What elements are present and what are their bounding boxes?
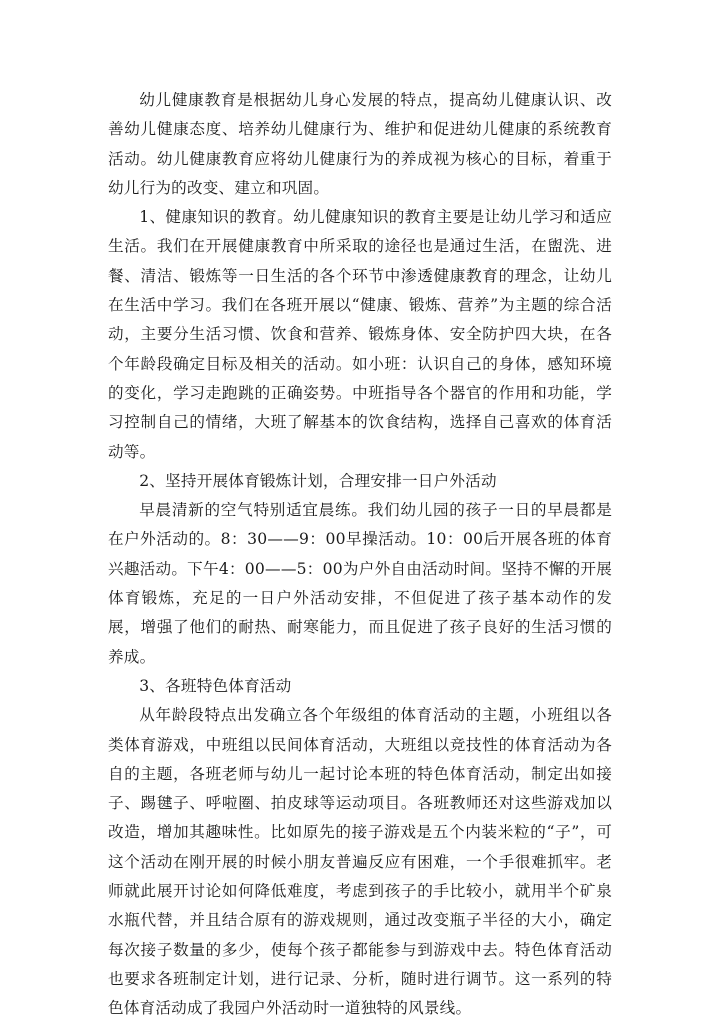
section-2-heading: 2、坚持开展体育锻炼计划，合理安排一日户外活动 bbox=[139, 471, 497, 490]
section-1-paragraph: 1、健康知识的教育。幼儿健康知识的教育主要是让幼儿学习和适应生活。我们在开展健康教育中所采取的途径也是通过生活，在盥洗、进餐、清洁、锻炼等一日生活的各个环节中渗透健康教育的理念，让幼儿在生活中学习。我们在各班开展以“健康、锻炼、营养”为主题的综合活动，主要分生活习惯、饮食和营养、锻炼身体、安全防护四大块，在各个年龄段确定目标及相关的活动。如小班：认识自己的身体，感知环境的变化，学习走跑跳的正确姿势。中班指导各个器官的作用和功能，学习控制自己的情绪，大班了解基本的饮食结构，选择自己喜欢的体育活动等。 bbox=[108, 208, 612, 461]
section-2-paragraph: 早晨清新的空气特别适宜晨练。我们幼儿园的孩子一日的早晨都是在户外活动的。8：30——9：00早操活动。10：00后开展各班的体育兴趣活动。下午4：00——5：00为户外自由活动时间。坚持不懈的开展体育锻炼，充足的一日户外活动安排，不但促进了孩子基本动作的发展，增强了他们的耐热、耐寒能力，而且促进了孩子良好的生活习惯的养成。 bbox=[108, 501, 612, 666]
intro-paragraph: 幼儿健康教育是根据幼儿身心发展的特点，提高幼儿健康认识、改善幼儿健康态度、培养幼儿健康行为、维护和促进幼儿健康的系统教育活动。幼儿健康教育应将幼儿健康行为的养成视为核心的目标，着重于幼儿行为的改变、建立和巩固。 bbox=[108, 91, 612, 197]
document-body bbox=[108, 86, 612, 1024]
section-3-paragraph: 从年龄段特点出发确立各个年级组的体育活动的主题，小班组以各类体育游戏，中班组以民间体育活动，大班组以竞技性的体育活动为各自的主题，各班老师与幼儿一起讨论本班的特色体育活动，制定出如接子、踢毽子、呼啦圈、拍皮球等运动项目。各班教师还对这些游戏加以改造，增加其趣味性。比如原先的接子游戏是五个内装米粒的“子”，可这个活动在刚开展的时候小朋友普遍反应有困难，一个手很难抓牢。老师就此展开讨论如何降低难度，考虑到孩子的手比较小，就用半个矿泉水瓶代替，并且结合原有的游戏规则，通过改变瓶子半径的大小，确定每次接子数量的多少，使每个孩子都能参与到游戏中去。特色体育活动也要求各班制定计划，进行记录、分析，随时进行调节。这一系列的特色体育活动成了我园户外活动时一道独特的风景线。 bbox=[108, 706, 612, 1018]
section-3-heading: 3、各班特色体育活动 bbox=[139, 676, 292, 695]
